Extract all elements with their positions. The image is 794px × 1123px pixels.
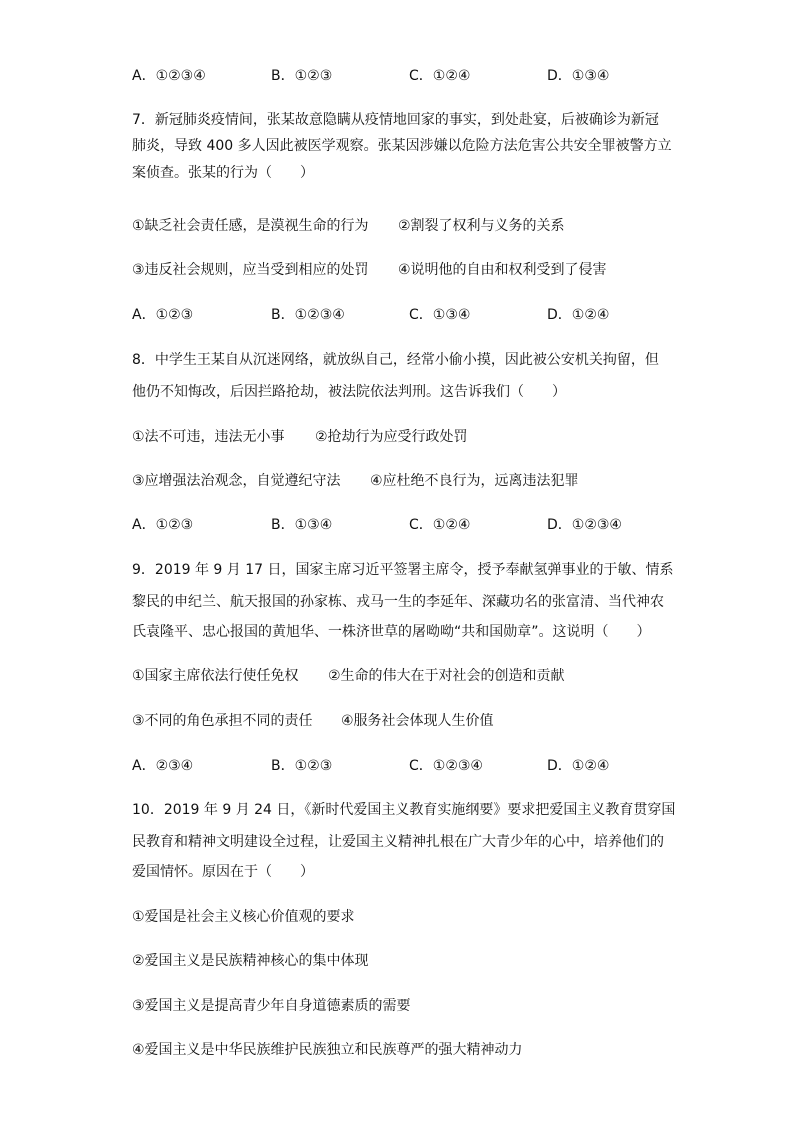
q8-statements-row-2 [0,471,794,491]
q9-text-line-2: 黎民的申纪兰、航天报国的孙家栋、戎马一生的李延年、深藏功名的张富清、当代神农 [132,594,664,610]
q7-statement-4: ④说明他的自由和权利受到了侵害 [398,262,607,278]
q9-statements-row-1 [0,666,794,686]
q9-text-line-3: 氏袁隆平、忠心报国的黄旭华、一株济世草的屠呦呦“共和国勋章”。这说明（ ） [132,624,651,640]
q6-option-b: B．①②③ [271,68,333,84]
q9-statement-1: ①国家主席依法行使任免权 [132,668,299,684]
q7-option-d: D．①②④ [547,307,610,323]
q9-option-a: A．②③④ [132,758,194,774]
q8-text-line-2: 他仍不知悔改，后因拦路抢劫，被法院依法判刑。这告诉我们（ ） [132,384,566,400]
q8-text-line-1: 8．中学生王某自从沉迷网络，就放纵自己，经常小偷小摸，因此被公安机关拘留，但 [132,352,659,368]
q8-option-c: C．①②④ [409,517,471,533]
q7-statement-1: ①缺乏社会责任感，是漠视生命的行为 [132,218,369,234]
q8-statement-4: ④应杜绝不良行为，远离违法犯罪 [370,473,579,489]
q7-text-line-3: 案侦查。张某的行为（ ） [132,165,314,181]
q8-statement-3: ③应增强法治观念，自觉遵纪守法 [132,473,341,489]
q9-statement-3: ③不同的角色承担不同的责任 [132,713,313,729]
q6-options [0,66,794,86]
q7-statement-2: ②割裂了权利与义务的关系 [398,218,565,234]
q9-option-b: B．①②③ [271,758,333,774]
q7-options [0,305,794,325]
q9-options [0,756,794,776]
q7-statements-row-2 [0,260,794,280]
q10-statement-2: ②爱国主义是民族精神核心的集中体现 [132,953,369,969]
q10-text-line-1: 10．2019 年 9 月 24 日，《新时代爱国主义教育实施纲要》要求把爱国主义教育贯穿国 [132,802,676,818]
q10-statement-4: ④爱国主义是中华民族维护民族独立和民族尊严的强大精神动力 [132,1042,523,1058]
q7-option-c: C．①③④ [409,307,471,323]
q8-statement-2: ②抢劫行为应受行政处罚 [315,429,468,445]
q9-statement-4: ④服务社会体现人生价值 [341,713,494,729]
q8-option-b: B．①③④ [271,517,333,533]
q6-option-c: C．①②④ [409,68,471,84]
q8-options [0,515,794,535]
q9-statements-row-2 [0,711,794,731]
q7-statement-3: ③违反社会规则，应当受到相应的处罚 [132,262,369,278]
q9-text-line-1: 9．2019 年 9 月 17 日，国家主席习近平签署主席令，授予奉献氢弹事业的于敏、情系 [132,562,674,578]
q10-text-line-2: 民教育和精神文明建设全过程，让爱国主义精神扎根在广大青少年的心中，培养他们的 [132,834,664,850]
q10-statement-3: ③爱国主义是提高青少年自身道德素质的需要 [132,998,411,1014]
q9-statement-2: ②生命的伟大在于对社会的创造和贡献 [328,668,565,684]
q8-statements-row-1 [0,427,794,447]
q9-option-c: C．①②③④ [409,758,483,774]
q7-statements-row-1 [0,216,794,236]
q6-option-d: D．①③④ [547,68,610,84]
q7-text-line-2: 肺炎，导致 400 多人因此被医学观察。张某因涉嫌以危险方法危害公共安全罪被警方立 [132,138,672,154]
q6-option-a: A．①②③④ [132,68,206,84]
q8-option-a: A．①②③ [132,517,194,533]
q7-option-b: B．①②③④ [271,307,345,323]
q7-text-line-1: 7．新冠肺炎疫情间，张某故意隐瞒从疫情地回家的事实，到处赴宴，后被确诊为新冠 [132,112,659,128]
q10-text-line-3: 爱国情怀。原因在于（ ） [132,864,314,880]
q8-option-d: D．①②③④ [547,517,622,533]
q9-option-d: D．①②④ [547,758,610,774]
q8-statement-1: ①法不可违，违法无小事 [132,429,285,445]
q10-statement-1: ①爱国是社会主义核心价值观的要求 [132,909,355,925]
q7-option-a: A．①②③ [132,307,194,323]
